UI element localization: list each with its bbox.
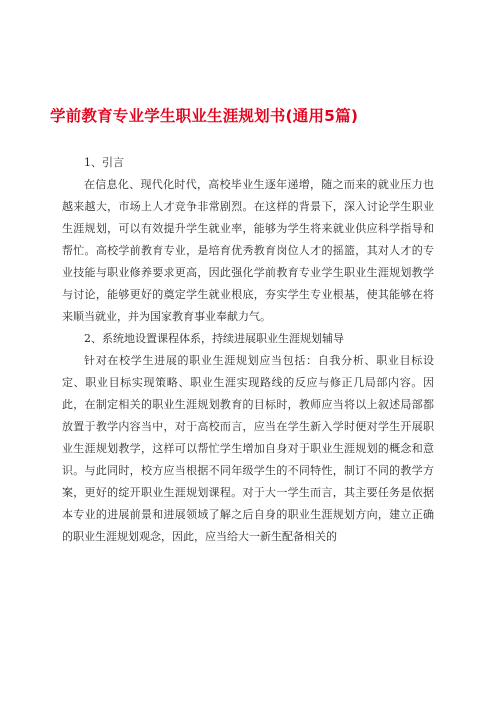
section-heading-curriculum: 2、系统地设置课程体系，持续进展职业生涯规划辅导 xyxy=(84,332,344,345)
document-title: 学前教育专业学生职业生涯规划书(通用5篇) xyxy=(50,107,359,125)
section-heading-introduction: 1、引言 xyxy=(84,156,124,169)
section-paragraph-introduction: 在信息化、现代化时代，高校毕业生逐年递增，随之而来的就业压力也越来越大，市场上人才竞争非常剧烈。在这样的背景下，深入讨论学生职业生涯规划，可以有效提升学生就业率，能够为学生将来就业供应科学指导和帮忙。高校学前教育专业，是培育优秀教育岗位人才的摇篮，其对人才的专业技能与职业修养要求更高，因此强化学前教育专业学生职业生涯规划教学与讨论，能够更好的奠定学生就业根底，夯实学生专业根基，使其能够在将来顺当就业，并为国家教育事业奉献力气。 xyxy=(62,178,434,323)
section-paragraph-curriculum: 针对在校学生进展的职业生涯规划应当包括：自我分析、职业目标设定、职业目标实现策略、职业生涯实现路线的反应与修正几局部内容。因此，在制定相关的职业生涯规划教育的目标时，教师应当将以上叙述局部都放置于教学内容当中，对于高校而言，应当在学生新入学时便对学生开展职业生涯规划教学，这样可以帮忙学生增加自身对于职业生涯规划的概念和意识。与此同时，校方应当根据不同年级学生的不同特性，制订不同的教学方案，更好的绽开职业生涯规划课程。对于大一学生而言，其主要任务是依据本专业的进展前景和进展领域了解之后自身的职业生涯规划方向，建立正确的职业生涯规划观念，因此，应当给大一新生配备相关的 xyxy=(62,354,434,543)
document-body xyxy=(62,152,434,548)
